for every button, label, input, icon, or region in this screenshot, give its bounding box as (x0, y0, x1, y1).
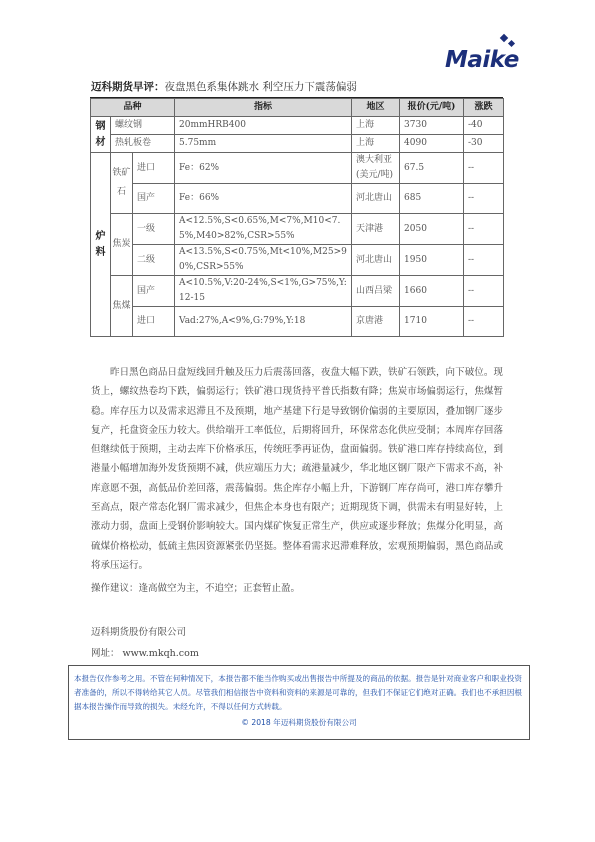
cell-index: Vad:27%,A<9%,G:79%,Y:18 (175, 307, 352, 337)
report-title-label: 迈科期货早评： (91, 81, 165, 93)
sub-coal: 焦煤 (111, 276, 133, 337)
cell-change: -- (464, 153, 504, 184)
cell-index: A<12.5%,S<0.65%,M<7%,M10<7.5%,M40>82%,CSR>55% (175, 214, 352, 245)
cell-index: Fe：62% (175, 153, 352, 184)
cell-type: 二级 (133, 245, 175, 276)
table-row (91, 276, 504, 307)
table-row (91, 214, 504, 245)
report-title (91, 79, 357, 94)
table-row (91, 153, 504, 184)
cell-change: -- (464, 245, 504, 276)
cell-price: 1660 (400, 276, 464, 307)
group-furnace: 炉料 (91, 153, 111, 337)
sub-coke: 焦炭 (111, 214, 133, 276)
copyright: © 2018 年迈科期货股份有限公司 (241, 718, 357, 727)
disclaimer-box (68, 665, 530, 740)
header-index: 指标 (175, 99, 352, 117)
table-row (91, 245, 504, 276)
cell-change: -30 (464, 135, 504, 153)
cell-price: 67.5 (400, 153, 464, 184)
logo-text: Maike (445, 47, 519, 73)
price-table (90, 98, 504, 337)
cell-region: 天津港 (352, 214, 400, 245)
maike-logo (445, 33, 565, 73)
cell-index: A<10.5%,V:20-24%,S<1%,G>75%,Y:12-15 (175, 276, 352, 307)
table-row (91, 307, 504, 337)
cell-type: 国产 (133, 276, 175, 307)
cell-price: 4090 (400, 135, 464, 153)
cell-price: 3730 (400, 117, 464, 135)
table-row (91, 135, 504, 153)
cell-region: 上海 (352, 117, 400, 135)
trading-advice: 操作建议：逢高做空为主，不追空；正套暂止盈。 (91, 583, 301, 594)
cell-region: 山西吕梁 (352, 276, 400, 307)
group-steel: 钢材 (91, 117, 111, 153)
header-price: 报价(元/吨) (400, 99, 464, 117)
sub-ore: 铁矿石 (111, 153, 133, 214)
header-change: 涨跌 (464, 99, 504, 117)
cell-region: 京唐港 (352, 307, 400, 337)
header-variety: 品种 (91, 99, 175, 117)
cell-index: 5.75mm (175, 135, 352, 153)
cell-change: -- (464, 214, 504, 245)
cell-price: 2050 (400, 214, 464, 245)
table-row (91, 117, 504, 135)
cell-index: A<13.5%,S<0.75%,Mt<10%,M25>90%,CSR>55% (175, 245, 352, 276)
cell-region: 澳大利亚(美元/吨) (352, 153, 400, 184)
cell-change: -40 (464, 117, 504, 135)
cell-type: 国产 (133, 184, 175, 214)
cell-price: 1710 (400, 307, 464, 337)
cell-change: -- (464, 184, 504, 214)
table-header-row (91, 99, 504, 117)
company-name: 迈科期货股份有限公司 (91, 627, 187, 638)
cell-region: 上海 (352, 135, 400, 153)
report-title-text: 夜盘黑色系集体跳水 利空压力下震荡偏弱 (164, 81, 357, 93)
cell-index: Fe：66% (175, 184, 352, 214)
cell-price: 1950 (400, 245, 464, 276)
cell-change: -- (464, 307, 504, 337)
website: 网址： www.mkqh.com (91, 648, 199, 659)
cell-change: -- (464, 276, 504, 307)
cell-type: 进口 (133, 307, 175, 337)
cell-index: 20mmHRB400 (175, 117, 352, 135)
cell-name: 热轧板卷 (111, 135, 175, 153)
cell-price: 685 (400, 184, 464, 214)
cell-region: 河北唐山 (352, 245, 400, 276)
cell-name: 螺纹钢 (111, 117, 175, 135)
cell-type: 进口 (133, 153, 175, 184)
cell-type: 一级 (133, 214, 175, 245)
header-region: 地区 (352, 99, 400, 117)
cell-region: 河北唐山 (352, 184, 400, 214)
market-commentary: 昨日黑色商品日盘短线回升触及压力后震荡回落，夜盘大幅下跌，铁矿石领跌，向下破位。现货上，螺纹热卷均下跌，偏弱运行；铁矿港口现货持平普氏指数有降；焦炭市场偏弱运行，焦煤暂稳。库存压力以及需求迟滞且不及预期，地产基建下行是导致钢价偏弱的主要原因，叠加钢厂逐步复产，托盘资金压力较大。供给端开工率低位，后期将回升，环保常态化供应受制；本周库存回落但继续低于预期，主动去库下价格承压，传统旺季再证伪，盘面偏弱。铁矿港口库存持续高位，到港量小幅增加海外发货预期不减，供应端压力大；疏港量减少，华北地区钢厂限产下需求不高，补库意愿不强，高低品价差回落，震荡偏弱。焦企库存小幅上升，下游钢厂库存尚可，港口库存攀升至高点，限产常态化钢厂需求减少，但焦企本身也有限产；近期现货下调，供需未有明显好转，上涨动力弱，盘面上受钢价影响较大。国内煤矿恢复正常生产，供应或逐步释放；焦煤分化明显，高硫煤价格松动，低硫主焦因资源紧张仍坚挺。整体看需求迟滞难释放，宏观预期偏弱，黑色商品或将承压运行。 (91, 367, 503, 571)
disclaimer-text: 本报告仅作参考之用。不管在何种情况下，本报告都不能当作购买或出售报告中所提及的商品的依据。报告是针对商业客户和职业投资者准备的，所以不得转给其它人员。尽管我们相信报告中资料和资料的来源是可靠的，但我们不保证它们绝对正确。我们也不承担因根据本报告操作而导致的损失。未经允许，不得以任何方式转载。 (74, 674, 523, 711)
table-row (91, 184, 504, 214)
